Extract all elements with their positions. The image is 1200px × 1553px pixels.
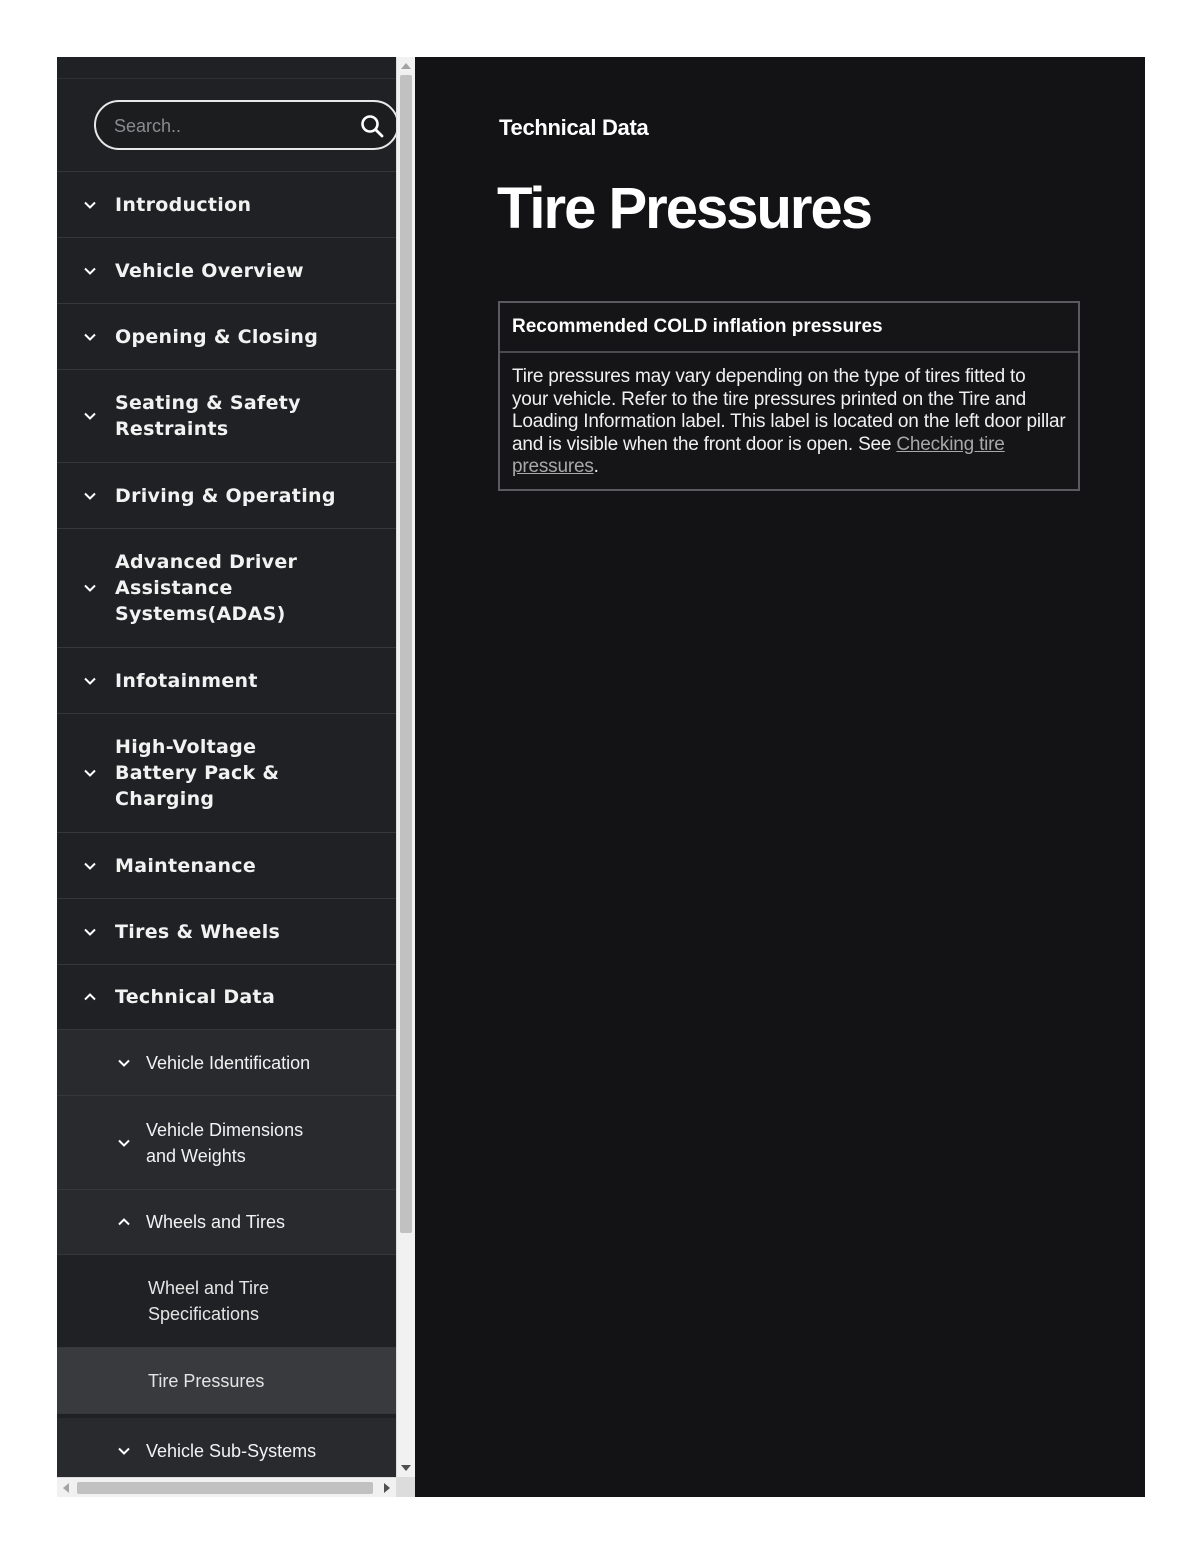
sidebar-item-seating-safety[interactable] (57, 370, 396, 463)
sidebar-vertical-scrollbar[interactable] (396, 57, 415, 1477)
table-body-text: Tire pressures may vary depending on the type of tires fitted to your vehicle. Refer to the tire pressures printed on the Tire and Loading Information label. This label is located on the left door pillar and is visible when the front door is open. See (512, 366, 1066, 455)
chevron-down-icon (82, 924, 98, 940)
chevron-down-icon (82, 765, 98, 781)
chevron-up-icon (116, 1214, 132, 1230)
chevron-down-icon (116, 1443, 132, 1459)
scroll-up-arrow-icon[interactable] (401, 63, 411, 69)
search-box[interactable] (94, 100, 396, 150)
chevron-down-icon (82, 408, 98, 424)
sidebar-item-opening-closing[interactable] (57, 304, 396, 370)
sidebar-leaf-tire-pressures[interactable] (57, 1348, 396, 1414)
sidebar-subitem-label: Wheels and Tires (146, 1212, 286, 1232)
chevron-down-icon (82, 580, 98, 596)
search-area (57, 79, 396, 172)
sidebar-nav (57, 57, 396, 1477)
chevron-down-icon (82, 329, 98, 345)
sidebar-leaf-label: Wheel and Tire Specifications (148, 1278, 270, 1324)
sidebar-item-label: Introduction (115, 193, 252, 216)
pressure-info-table (498, 301, 1080, 491)
sidebar-item-introduction[interactable] (57, 172, 396, 238)
chevron-down-icon (116, 1055, 132, 1071)
sidebar-subitem-vehicle-identification[interactable] (57, 1030, 396, 1096)
section-label: Technical Data (499, 115, 649, 140)
sidebar-item-label: Vehicle Overview (115, 259, 304, 282)
scroll-down-arrow-icon[interactable] (401, 1465, 411, 1471)
page-title: Tire Pressures (497, 176, 871, 241)
sidebar-top-strip (57, 57, 396, 79)
sidebar-item-label: Tires & Wheels (115, 920, 281, 943)
sidebar-subitem-label: Vehicle Dimensions and Weights (146, 1119, 304, 1166)
main-content (415, 57, 1145, 1497)
scroll-right-arrow-icon[interactable] (384, 1483, 390, 1493)
sidebar-subitem-label: Vehicle Identification (146, 1052, 311, 1073)
sidebar-subitem-label: Vehicle Sub-Systems (146, 1440, 317, 1461)
sidebar-item-adas[interactable] (57, 529, 396, 648)
chevron-down-icon (116, 1135, 132, 1151)
sidebar-leaf-wheel-tire-specifications[interactable] (57, 1255, 396, 1348)
table-body-end: . (593, 456, 599, 477)
chevron-down-icon (82, 673, 98, 689)
sidebar-item-maintenance[interactable] (57, 833, 396, 899)
sidebar-item-label: Seating & Safety Restraints (115, 392, 301, 440)
sidebar-leaf-label: Tire Pressures (148, 1370, 265, 1391)
chevron-down-icon (82, 488, 98, 504)
scroll-left-arrow-icon[interactable] (63, 1483, 69, 1493)
sidebar-item-label: Maintenance (115, 854, 257, 877)
sidebar-item-label: Infotainment (115, 669, 258, 692)
sidebar-item-tires-wheels[interactable] (57, 899, 396, 965)
sidebar-subitem-vehicle-sub-systems[interactable] (57, 1418, 396, 1477)
sidebar-item-infotainment[interactable] (57, 648, 396, 714)
sidebar-item-label: Opening & Closing (115, 325, 319, 348)
table-cell (500, 353, 1078, 489)
table-header: Recommended COLD inflation pressures (500, 303, 1078, 353)
sidebar-subitem-wheels-tires[interactable] (57, 1190, 396, 1255)
checking-tire-pressures-link[interactable]: Checking tire pressures (512, 433, 1005, 477)
scrollbar-thumb[interactable] (400, 75, 412, 1233)
chevron-down-icon (82, 858, 98, 874)
sidebar-subitem-vehicle-dimensions[interactable] (57, 1096, 396, 1190)
sidebar-item-vehicle-overview[interactable] (57, 238, 396, 304)
scrollbar-thumb[interactable] (77, 1482, 373, 1494)
scrollbar-corner (396, 1477, 415, 1497)
sidebar-item-label: Advanced Driver Assistance Systems(ADAS) (115, 551, 298, 625)
search-input[interactable] (114, 114, 334, 138)
sidebar-item-high-voltage[interactable] (57, 714, 396, 833)
sidebar-item-label: Driving & Operating (115, 484, 336, 507)
search-icon[interactable] (360, 114, 384, 138)
chevron-down-icon (82, 197, 98, 213)
chevron-down-icon (82, 263, 98, 279)
sidebar-item-label: Technical Data (115, 986, 276, 1008)
sidebar-horizontal-scrollbar[interactable] (57, 1477, 396, 1497)
chevron-up-icon (82, 989, 98, 1005)
sidebar-item-driving-operating[interactable] (57, 463, 396, 529)
sidebar-item-label: High-Voltage Battery Pack & Charging (115, 736, 280, 810)
sidebar-item-technical-data[interactable] (57, 965, 396, 1030)
